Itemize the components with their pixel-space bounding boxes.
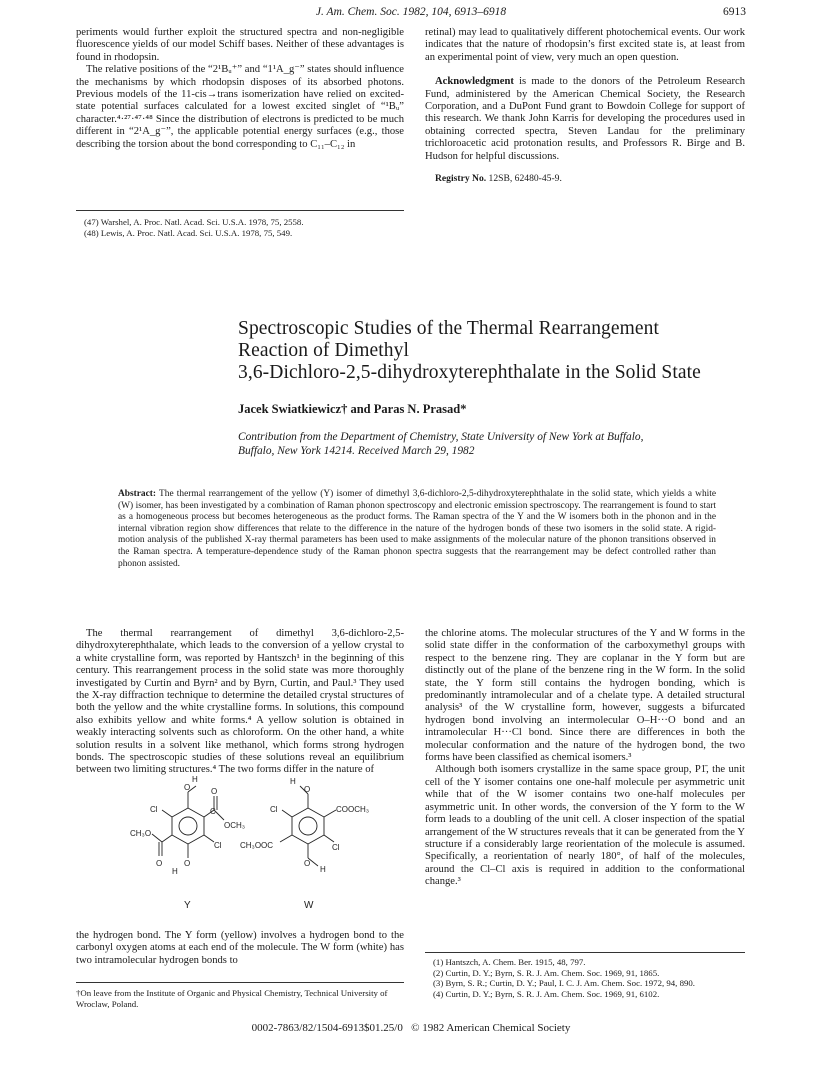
registry-numbers: [425, 173, 745, 185]
article-right-column: [425, 628, 745, 889]
title-line: Reaction of Dimethyl: [238, 340, 409, 361]
dagger-footnote-divider: [76, 982, 404, 983]
intro-paragraph: The thermal rearrangement of dimethyl 3,6-dichloro-2,5-dihydroxyterephthalate, which leads to the conversion of a yellow crystal to a white crystalline form, was reported by Hantszch¹ in the beginning of this century. This rearrangement process in the solid state was more thoroughly investigated by Curtin and Byrn² and by Byrn, Curtin, and Paul.³ They used the X-ray diffraction technique to determine the detailed crystal structures of both the yellow and the white crystalline forms. In solutions, this compound also exhibits yellow and white forms.⁴ A yellow solution is obtained in weakly interacting solvents such as chloroform. On the other hand, a white solution results in a solvent like methanol, which forms strong hydrogen bonds. The spectroscopic studies of these solutions reveal an equilibrium between two limiting structures.⁴ The two forms differ in the nature of: [76, 628, 404, 776]
y-carbonyl-oxygen-label: O: [211, 787, 218, 796]
y-oxygen-label-2: O: [184, 859, 191, 868]
article-left-column: [76, 628, 404, 777]
w-ch3ooc-label: CH₃OOC: [240, 841, 274, 850]
y-benzene-ring: [172, 808, 204, 844]
w-oxygen-label: O: [304, 785, 311, 794]
footnote: (48) Lewis, A. Proc. Natl. Acad. Sci. U.S.A. 1978, 75, 549.: [84, 227, 293, 238]
dagger-footnote: †On leave from the Institute of Organic and Physical Chemistry, Technical University of Wroclaw, Poland.: [76, 988, 388, 1009]
reference: (3) Byrn, S. R.; Curtin, D. Y.; Paul, I. C. J. Am. Chem. Soc. 1972, 94, 890.: [433, 978, 695, 989]
page-footer: 0002-7863/82/1504-6913$01.25/0 © 1982 American Chemical Society: [251, 1022, 571, 1034]
affiliation-line: Contribution from the Department of Chemistry, State University of New York at Buffalo,: [238, 431, 644, 443]
footnote: (47) Warshel, A. Proc. Natl. Acad. Sci. U.S.A. 1978, 75, 2558.: [84, 217, 304, 227]
abstract-label: Abstract:: [118, 489, 157, 499]
structure-paragraph: the chlorine atoms. The molecular structures of the Y and W forms in the solid state differ in the conformation of the carboxymethyl groups with respect to the benzene ring. They are coplanar in the Y form but are distinctly out of the plane of the benzene ring in the W form. In the solid state, the Y form still contains the hydrogen bonding, which is predominantly intramolecular and of a chelate type. A detailed structural analysis³ of the W crystalline form, however, suggests a bifurcated hydrogen bond involving an intermolecular O–H···O bond and an intramolecular H···Cl bond. Since there are differences in both the molecular conformation and the nature of the hydrogen bond, the two forms have been classified as chemical isomers.³: [425, 628, 745, 764]
abstract: [118, 489, 716, 570]
acknowledgment-label: Acknowledgment: [435, 76, 514, 88]
w-aromatic-circle: [299, 817, 317, 835]
y-carbonyl-oxygen-label-2: O: [156, 859, 163, 868]
y-hydrogen-label-2: H: [172, 867, 178, 876]
article-left-column-continued: [76, 930, 404, 967]
y-aromatic-circle: [179, 817, 197, 835]
w-cl-label: Cl: [270, 805, 278, 814]
prev-article-right-column: [425, 27, 745, 185]
journal-citation: J. Am. Chem. Soc. 1982, 104, 6913–6918: [315, 6, 507, 18]
registry-label: Registry No.: [435, 173, 487, 185]
title-line: 3,6-Dichloro-2,5-dihydroxyterephthalate in the Solid State: [238, 362, 701, 383]
reference: (2) Curtin, D. Y.; Byrn, S. R. J. Am. Chem. Soc. 1969, 91, 1865.: [433, 967, 660, 978]
y-carbon-label: C: [210, 807, 216, 816]
prev-article-paragraph: The relative positions of the “2¹Bᵤ⁺” and “1¹A_g⁻” states should influence the mechanisms by which rhodopsin disposes of its absorbed photons. Previous models of the 11-cis→trans isomerization have relied on excited-state potential surfaces calculated for a lowest excited singlet of “¹Bᵤ” character.⁴·²⁷·⁴⁷·⁴⁸ Since the distribution of electrons is predicted to be much different in “2¹A_g⁻”, the applicable potential energy surfaces (e.g., those describing the torsion about the bond corresponding to C₁₁–C₁₂ in: [76, 64, 404, 150]
y-ch3o-label: CH₃O: [130, 829, 152, 838]
hydrogen-bond-paragraph: the hydrogen bond. The Y form (yellow) involves a hydrogen bond to the carbonyl oxygen atoms at each end of the molecule. The W form (white) has two intramolecular hydrogen bonds to: [76, 930, 404, 966]
prev-article-left-column: [76, 27, 404, 151]
abstract-text: The thermal rearrangement of the yellow (Y) isomer of dimethyl 3,6-dichloro-2,5-dihydroxyterephthalate in the solid state, which yields a white (W) isomer, has been investigated by a combination of Raman phonon spectroscopy and electronic emission spectroscopy. The rearrangement is found to start as a homogeneous process but becomes heterogeneous as the product forms. The Raman spectra of the Y and the W isomers both in the phonon and in the internal vibration region show differences that relate to the difference in the nature of the hydrogen bonds of these two isomers in the solid state. A rigid-motion analysis of the published X-ray thermal parameters has been used to make assignments of the molecular nature of the phonon transitions observed in the Raman spectra. A temperature-dependence study of the Raman phonon spectra suggests that the rearrangement may be defect controlled rather than phonon assisted.: [118, 489, 716, 569]
w-hydrogen-label-2: H: [320, 865, 326, 874]
running-header: [76, 6, 746, 22]
article-authors: Jacek Swiatkiewicz† and Paras N. Prasad*: [238, 402, 467, 416]
references-divider: [425, 952, 745, 953]
page-number: 6913: [723, 6, 746, 18]
footnote-divider: [76, 210, 404, 211]
registry-text: 12SB, 62480-45-9.: [486, 173, 562, 185]
affiliation-line: Buffalo, New York 14214. Received March 29, 1982: [238, 445, 475, 457]
prev-article-conclusion: retinal) may lead to qualitatively different photochemical events. Our work indicates that the nature of rhodopsin’s first excited state is, at least from an experimental point of view, very much an open question.: [425, 27, 745, 63]
references: [425, 957, 745, 999]
w-cl-label-2: Cl: [332, 843, 340, 852]
w-oxygen-label-2: O: [304, 859, 311, 868]
space-group-paragraph: Although both isomers crystallize in the same space group, P1̄, the unit cell of the Y isomer contains one one-half molecule per asymmetric unit while that of the W isomer contains two one-half molecules per asymmetric unit. In other words, the conversion of the Y form to the W form leads to a doubling of the unit cell. A closer inspection of the spatial arrangement of the W structures reveals that it can be generated from the Y structure if a considerably large reorientation of the molecule is assumed. Specifically, a reorientation of nearly 180°, of half of the molecules, around the Cl–Cl axis is required in addition to the conformational change.³: [425, 764, 745, 888]
w-form-caption: W: [304, 900, 314, 911]
acknowledgment: [425, 76, 745, 163]
y-oxygen-label: O: [184, 783, 191, 792]
article-affiliation: [238, 430, 758, 458]
y-cl-label-2: Cl: [214, 841, 222, 850]
prev-article-footnotes: [84, 217, 404, 238]
y-hydrogen-label: H: [192, 775, 198, 784]
reference: (1) Hantszch, A. Chem. Ber. 1915, 48, 797.: [433, 957, 586, 967]
reference: (4) Curtin, D. Y.; Byrn, S. R. J. Am. Chem. Soc. 1969, 91, 6102.: [433, 988, 660, 999]
prev-article-paragraph: periments would further exploit the structured spectra and non-negligible fluorescence yields of our model Schiff bases. Neither of these advantages is found in rhodopsin.: [76, 27, 404, 63]
w-cooch3-label: COOCH₃: [336, 805, 370, 814]
article-title: [238, 318, 758, 384]
acknowledgment-text: is made to the donors of the Petroleum Research Fund, administered by the American Chemical Society, the Research Corporation, and a DuPont Fund grant to Bowdoin College for support of this research. We thank John Karris for developing the procedures used in obtaining corrected spectra, Steven Landau for the preliminary trichloroacetic acid protonation results, and Professors R. Birge and B. Hudson for helpful discussions.: [425, 76, 745, 162]
w-benzene-ring: [292, 808, 324, 844]
y-cl-label: Cl: [150, 805, 158, 814]
y-och3-label: OCH₃: [224, 821, 246, 830]
w-hydrogen-label: H: [290, 777, 296, 786]
title-line: Spectroscopic Studies of the Thermal Rearrangement: [238, 318, 660, 339]
y-form-caption: Y: [184, 900, 191, 911]
chemical-structures-figure: [110, 770, 380, 922]
